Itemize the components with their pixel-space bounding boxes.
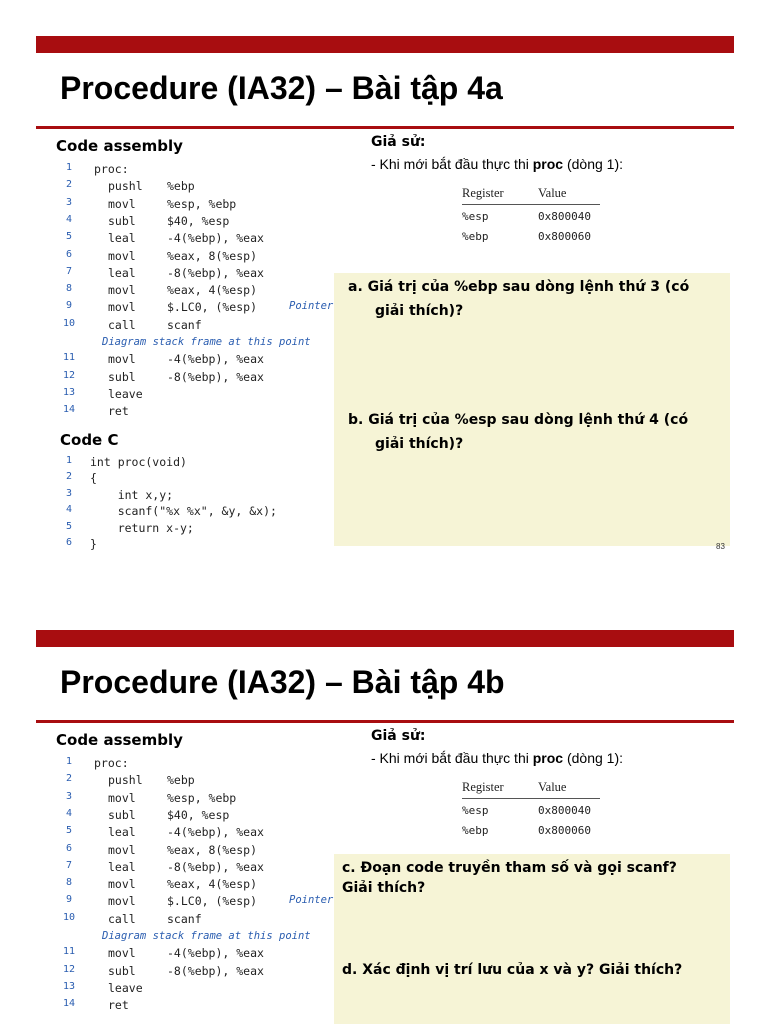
line-number: 6 <box>65 537 73 548</box>
code-line <box>60 946 350 963</box>
instruction: proc: <box>94 162 129 176</box>
line-number: 12 <box>62 963 76 975</box>
line-number: 14 <box>62 404 76 416</box>
operand: %eax, 8(%esp) <box>167 842 258 857</box>
code-line <box>60 894 350 911</box>
diagram-note: Diagram stack frame at this point <box>102 930 311 942</box>
instruction: leal <box>108 231 136 246</box>
line-number: 6 <box>65 842 73 854</box>
code-line <box>60 756 350 773</box>
question-b-line1: b. Giá trị của %esp sau dòng lệnh thứ 4 (có <box>348 412 689 428</box>
instruction: proc: <box>94 756 129 770</box>
line-number: 7 <box>65 859 73 871</box>
code-line <box>60 912 350 929</box>
code-line <box>60 179 350 196</box>
instruction: subl <box>108 369 136 384</box>
c-code-line <box>60 521 340 538</box>
question-box <box>334 273 730 546</box>
slide-title: Procedure (IA32) – Bài tập 4a <box>60 70 503 106</box>
code-line <box>60 877 350 894</box>
instruction: leave <box>108 386 143 401</box>
assume-heading: Giả sử: <box>371 728 426 744</box>
line-number: 11 <box>62 946 76 958</box>
operand: %eax, 4(%esp) <box>167 283 258 298</box>
operand: %esp, %ebp <box>167 790 237 805</box>
line-number: 2 <box>65 471 73 483</box>
instruction: subl <box>108 807 136 822</box>
pointer-note: Pointer <box>289 300 334 313</box>
line-number: 4 <box>65 213 73 225</box>
assume-line <box>371 750 623 766</box>
register-name: %esp <box>462 804 489 817</box>
header-bar <box>36 630 734 647</box>
line-number: 1 <box>65 162 73 173</box>
line-number: 14 <box>62 998 76 1010</box>
register-table-header <box>462 780 600 799</box>
operand: %eax, 8(%esp) <box>167 248 258 263</box>
instruction: movl <box>108 894 136 909</box>
register-value: 0x800060 <box>538 230 591 243</box>
line-number: 2 <box>65 773 73 785</box>
register-name: %esp <box>462 210 489 223</box>
instruction: leal <box>108 859 136 874</box>
line-number: 11 <box>62 352 76 364</box>
code-line <box>60 808 350 825</box>
line-number: 9 <box>65 894 73 906</box>
instruction: pushl <box>108 773 143 788</box>
instruction: pushl <box>108 179 143 194</box>
instruction: call <box>108 911 136 926</box>
line-number: 9 <box>65 300 73 312</box>
question-d: d. Xác định vị trí lưu của x và y? Giải thích? <box>342 962 683 978</box>
instruction: movl <box>108 352 136 367</box>
question-box <box>334 854 730 1024</box>
code-line <box>60 197 350 214</box>
instruction: subl <box>108 963 136 978</box>
assume-suffix: (dòng 1): <box>563 156 624 172</box>
register-value: 0x800060 <box>538 824 591 837</box>
code-line <box>60 231 350 248</box>
c-code-line <box>60 488 340 505</box>
line-number: 1 <box>65 455 73 466</box>
line-number: 13 <box>62 386 76 398</box>
slide-4b <box>0 594 768 1024</box>
code-line <box>60 249 350 266</box>
assembly-listing <box>60 756 350 1018</box>
instruction: movl <box>108 300 136 315</box>
code-line <box>60 318 350 335</box>
assume-suffix: (dòng 1): <box>563 750 624 766</box>
page-number: 83 <box>716 542 725 551</box>
line-number: 8 <box>65 283 73 295</box>
instruction: movl <box>108 842 136 857</box>
register-table-header <box>462 186 600 205</box>
c-code-line <box>60 471 340 488</box>
instruction: movl <box>108 790 136 805</box>
code-line <box>60 300 350 317</box>
operand: scanf <box>167 911 202 926</box>
code-line <box>60 998 350 1015</box>
title-rule <box>36 720 734 723</box>
code-line <box>60 352 350 369</box>
line-number: 7 <box>65 265 73 277</box>
line-number: 2 <box>65 179 73 191</box>
code-line <box>60 162 350 179</box>
instruction: movl <box>108 877 136 892</box>
line-number: 5 <box>65 520 73 532</box>
assume-proc: proc <box>532 750 564 766</box>
instruction: movl <box>108 248 136 263</box>
assume-prefix: - Khi mới bắt đầu thực thi <box>371 750 533 766</box>
c-code-line <box>60 455 340 472</box>
code-line <box>60 825 350 842</box>
c-heading: Code C <box>60 431 119 449</box>
code-line <box>60 773 350 790</box>
c-code-line <box>60 537 340 554</box>
code-line <box>60 266 350 283</box>
instruction: ret <box>108 998 129 1013</box>
operand: -8(%ebp), %eax <box>167 963 264 978</box>
assume-proc: proc <box>532 156 564 172</box>
c-code-text: { <box>90 471 97 486</box>
register-table <box>462 186 602 248</box>
question-a-line1: a. Giá trị của %ebp sau dòng lệnh thứ 3 (có <box>348 279 690 295</box>
code-line <box>60 981 350 998</box>
line-number: 3 <box>65 196 73 208</box>
register-col-header: Register <box>462 780 504 794</box>
operand: -8(%ebp), %eax <box>167 859 264 874</box>
code-line <box>60 964 350 981</box>
code-line <box>60 387 350 404</box>
operand: $.LC0, (%esp) <box>167 300 258 315</box>
code-line <box>60 283 350 300</box>
register-col-header: Register <box>462 186 504 200</box>
c-listing <box>60 455 340 555</box>
code-line <box>60 404 350 421</box>
instruction: leal <box>108 265 136 280</box>
line-number: 1 <box>65 756 73 767</box>
instruction: leal <box>108 825 136 840</box>
operand: %esp, %ebp <box>167 196 237 211</box>
c-code-text: return x-y; <box>90 520 194 535</box>
register-table <box>462 780 602 842</box>
operand: -8(%ebp), %eax <box>167 369 264 384</box>
operand: %ebp <box>167 773 195 788</box>
code-line <box>60 370 350 387</box>
register-value: 0x800040 <box>538 804 591 817</box>
line-number: 3 <box>65 790 73 802</box>
instruction: movl <box>108 283 136 298</box>
operand: %ebp <box>167 179 195 194</box>
line-number: 10 <box>62 911 76 923</box>
operand: scanf <box>167 317 202 332</box>
line-number: 5 <box>65 231 73 243</box>
assume-heading: Giả sử: <box>371 134 426 150</box>
code-line <box>60 214 350 231</box>
register-row <box>462 230 602 247</box>
operand: $40, %esp <box>167 213 230 228</box>
operand: %eax, 4(%esp) <box>167 877 258 892</box>
c-code-text: int x,y; <box>90 487 174 502</box>
assume-prefix: - Khi mới bắt đầu thực thi <box>371 156 533 172</box>
operand: -4(%ebp), %eax <box>167 231 264 246</box>
c-code-text: } <box>90 537 97 551</box>
question-c-line2: Giải thích? <box>342 880 426 896</box>
register-value: 0x800040 <box>538 210 591 223</box>
c-code-line <box>60 504 340 521</box>
header-bar <box>36 36 734 53</box>
line-number: 4 <box>65 504 73 516</box>
instruction: leave <box>108 980 143 995</box>
line-number: 8 <box>65 877 73 889</box>
question-c-line1: c. Đoạn code truyền tham số và gọi scanf? <box>342 860 677 876</box>
line-number: 13 <box>62 980 76 992</box>
value-col-header: Value <box>538 186 567 200</box>
line-number: 10 <box>62 317 76 329</box>
operand: -4(%ebp), %eax <box>167 352 264 367</box>
line-number: 4 <box>65 807 73 819</box>
code-line <box>60 843 350 860</box>
line-number: 12 <box>62 369 76 381</box>
title-rule <box>36 126 734 129</box>
operand: -4(%ebp), %eax <box>167 946 264 961</box>
c-code-text: scanf("%x %x", &y, &x); <box>90 504 277 519</box>
operand: -8(%ebp), %eax <box>167 265 264 280</box>
operand: $40, %esp <box>167 807 230 822</box>
register-row <box>462 210 602 227</box>
register-row <box>462 824 602 841</box>
operand: $.LC0, (%esp) <box>167 894 258 909</box>
line-number: 6 <box>65 248 73 260</box>
assembly-listing <box>60 162 350 424</box>
instruction: movl <box>108 196 136 211</box>
register-name: %ebp <box>462 230 489 243</box>
instruction: ret <box>108 404 129 419</box>
diagram-note: Diagram stack frame at this point <box>102 336 311 348</box>
register-name: %ebp <box>462 824 489 837</box>
asm-heading: Code assembly <box>56 137 183 155</box>
operand: -4(%ebp), %eax <box>167 825 264 840</box>
line-number: 3 <box>65 487 73 499</box>
code-line <box>60 860 350 877</box>
register-row <box>462 804 602 821</box>
question-b-line2: giải thích)? <box>375 436 464 452</box>
code-line <box>60 791 350 808</box>
instruction: call <box>108 317 136 332</box>
question-a-line2: giải thích)? <box>375 303 464 319</box>
instruction: subl <box>108 213 136 228</box>
value-col-header: Value <box>538 780 567 794</box>
line-number: 5 <box>65 825 73 837</box>
pointer-note: Pointer <box>289 894 334 907</box>
instruction: movl <box>108 946 136 961</box>
c-code-text: int proc(void) <box>90 455 187 469</box>
assume-line <box>371 156 623 172</box>
slide-title: Procedure (IA32) – Bài tập 4b <box>60 664 505 700</box>
asm-heading: Code assembly <box>56 731 183 749</box>
